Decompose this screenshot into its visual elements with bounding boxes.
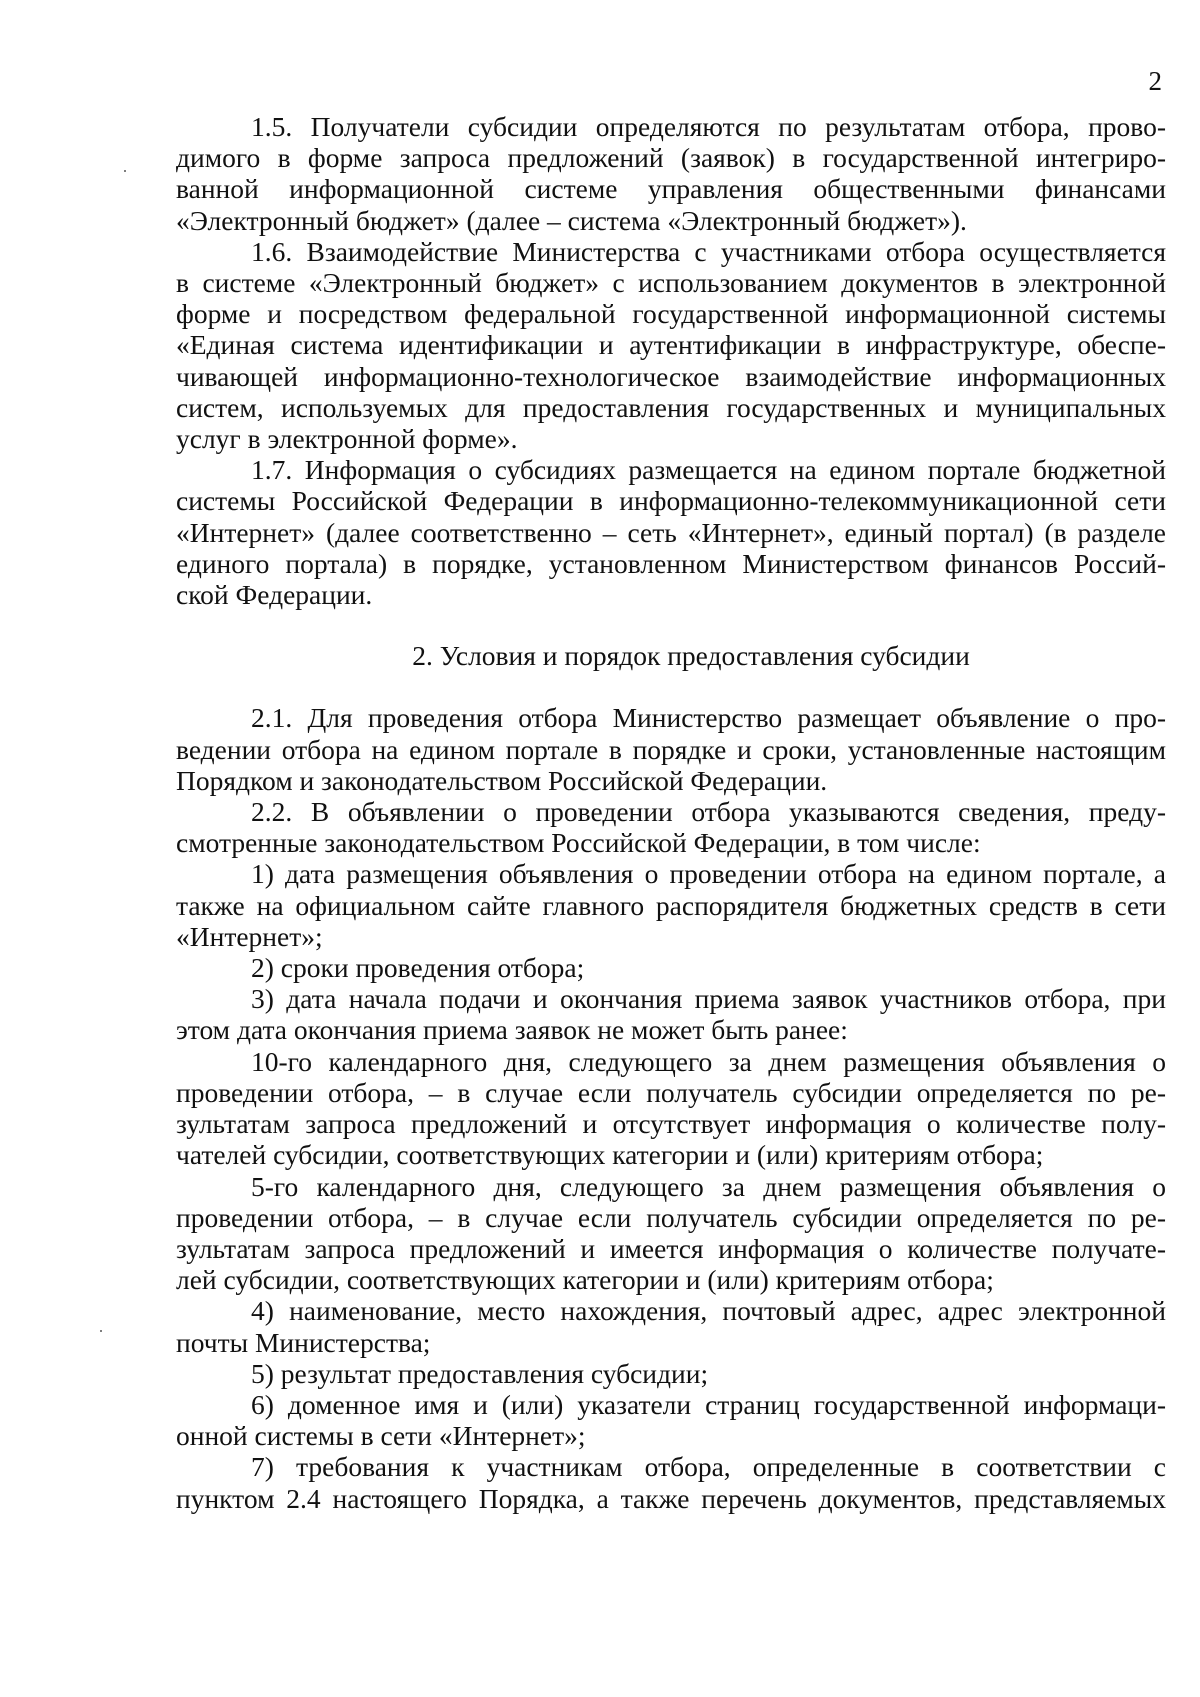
- section-1-text: [176, 111, 1166, 610]
- text-line: зультатам запроса предложений и имеется информация о количестве получате-: [176, 1232, 1166, 1264]
- text-line: 7) требования к участникам отбора, определенные в соответствии с: [251, 1451, 1166, 1483]
- text-line: этом дата окончания приема заявок не может быть ранее:: [176, 1014, 848, 1046]
- text-line: онной системы в сети «Интернет»;: [176, 1420, 586, 1452]
- text-line: 4) наименование, место нахождения, почтовый адрес, адрес электронной: [251, 1295, 1166, 1327]
- text-line: 3) дата начала подачи и окончания приема заявок участников отбора, при: [251, 983, 1166, 1015]
- text-line: единого портала) в порядке, установленном Министерством финансов Россий-: [176, 547, 1166, 579]
- text-line: 1) дата размещения объявления о проведении отбора на едином портале, а: [251, 858, 1166, 890]
- text-line: 5) результат предоставления субсидии;: [251, 1357, 709, 1389]
- text-line: «Интернет»;: [176, 920, 323, 952]
- text-line: 5-го календарного дня, следующего за днем размещения объявления о: [251, 1170, 1166, 1202]
- text-line: ведении отбора на едином портале в порядке и сроки, установленные настоящим: [176, 733, 1166, 765]
- text-line: 1.5. Получатели субсидии определяются по результатам отбора, прово-: [251, 111, 1166, 142]
- text-line: «Единая система идентификации и аутентификации в инфраструктуре, обеспе-: [176, 329, 1166, 361]
- text-line: почты Министерства;: [176, 1326, 431, 1358]
- text-line: ванной информационной системе управления общественными финансами: [176, 173, 1166, 205]
- text-line: зультатам запроса предложений и отсутствует информация о количестве полу-: [176, 1108, 1166, 1140]
- text-line: также на официальном сайте главного распорядителя бюджетных средств в сети: [176, 889, 1166, 921]
- text-line: «Интернет» (далее соответственно – сеть «Интернет», единый портал) (в разделе: [176, 516, 1166, 548]
- text-line: чивающей информационно-технологическое взаимодействие информационных: [176, 360, 1166, 392]
- text-line: в системе «Электронный бюджет» с использованием документов в электронной: [176, 267, 1166, 299]
- text-line: услуг в электронной форме».: [176, 423, 518, 455]
- text-line: 10-го календарного дня, следующего за днем размещения объявления о: [251, 1045, 1166, 1077]
- text-line: лей субсидии, соответствующих категории и (или) критериям отбора;: [176, 1264, 994, 1296]
- text-line: смотренные законодательством Российской Федерации, в том числе:: [176, 827, 981, 859]
- text-line: проведении отбора, – в случае если получатель субсидии определяется по ре-: [176, 1076, 1166, 1108]
- text-line: ской Федерации.: [176, 579, 373, 611]
- text-line: 2.2. В объявлении о проведении отбора указываются сведения, преду-: [251, 796, 1166, 828]
- text-line: чателей субсидии, соответствующих категории и (или) критериям отбора;: [176, 1139, 1044, 1171]
- page-number: 2: [1148, 66, 1162, 96]
- text-line: 1.7. Информация о субсидиях размещается на едином портале бюджетной: [251, 454, 1166, 486]
- text-line: системы Российской Федерации в информационно-телекоммуникационной сети: [176, 485, 1166, 517]
- text-line: пунктом 2.4 настоящего Порядка, а также перечень документов, представляемых: [176, 1482, 1166, 1514]
- text-line: 2.1. Для проведения отбора Министерство размещает объявление о про-: [251, 702, 1166, 734]
- text-line: форме и посредством федеральной государственной информационной системы: [176, 298, 1166, 330]
- text-line: систем, используемых для предоставления государственных и муниципальных: [176, 391, 1166, 423]
- section-heading: 2. Условия и порядок предоставления субсидии: [412, 640, 970, 672]
- scan-speck: [124, 170, 126, 172]
- text-line: 2) сроки проведения отбора;: [251, 952, 585, 984]
- text-line: Порядком и законодательством Российской Федерации.: [176, 764, 828, 796]
- text-line: 6) доменное имя и (или) указатели страниц государственной информаци-: [251, 1388, 1166, 1420]
- scan-speck: [100, 1330, 102, 1332]
- document-body: [176, 111, 1166, 1514]
- text-line: димого в форме запроса предложений (заявок) в государственной интегриро-: [176, 142, 1166, 174]
- text-line: 1.6. Взаимодействие Министерства с участниками отбора осуществляется: [251, 235, 1166, 267]
- text-line: проведении отбора, – в случае если получатель субсидии определяется по ре-: [176, 1201, 1166, 1233]
- section-2-text: [176, 702, 1166, 1513]
- text-line: «Электронный бюджет» (далее – система «Электронный бюджет»).: [176, 204, 967, 236]
